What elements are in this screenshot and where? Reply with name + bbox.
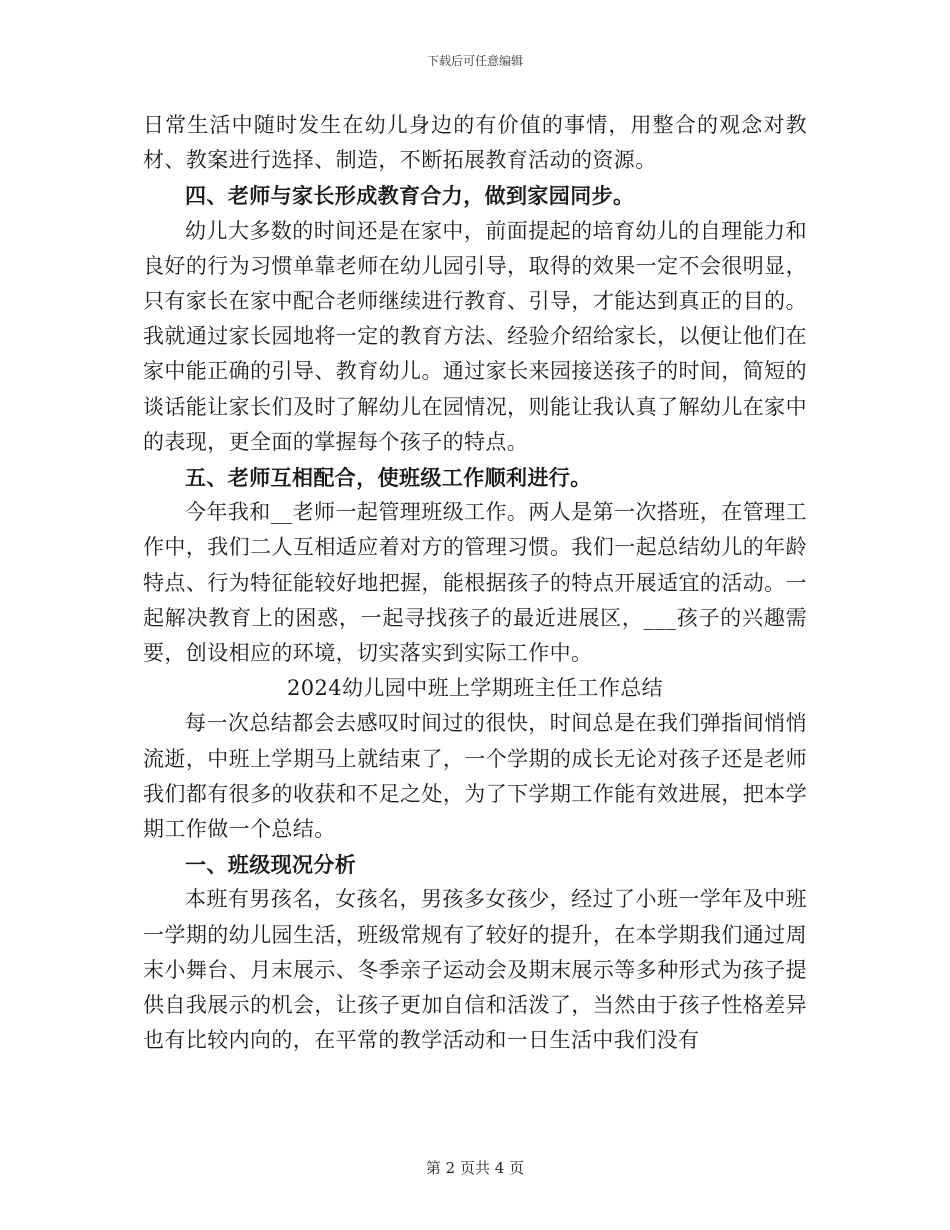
paragraph-continued: 日常生活中随时发生在幼儿身边的有价值的事情，用整合的观念对教材、教案进行选择、制造，不断拓展教育活动的资源。 [143, 113, 807, 173]
paragraph-class-analysis: 本班有男孩名，女孩名，男孩多女孩少，经过了小班一学年及中班一学期的幼儿园生活，班级常规有了较好的提升，在本学期我们通过周末小舞台、月末展示、冬季亲子运动会及期末展示等多种形式为孩子提供自我展示的机会，让孩子更加自信和活泼了，当然由于孩子性格差异也有比较内向的，在平常的教学活动和一日生活中我们没有 [143, 887, 807, 1053]
section-heading-4: 四、老师与家长形成教育合力，做到家园同步。 [185, 183, 635, 209]
section-heading-1: 一、班级现况分析 [185, 852, 357, 878]
section-heading-5: 五、老师互相配合，使班级工作顺利进行。 [185, 465, 592, 491]
document-title: 2024幼儿园中班上学期班主任工作总结 [286, 676, 664, 701]
paragraph-home-school: 幼儿大多数的时间还是在家中，前面提起的培育幼儿的自理能力和良好的行为习惯单靠老师在幼儿园引导，取得的效果一定不会很明显，只有家长在家中配合老师继续进行教育、引导，才能达到真正的目的。我就通过家长园地将一定的教育方法、经验介绍给家长，以便让他们在家中能正确的引导、教育幼儿。通过家长来园接送孩子的时间，简短的谈话能让家长们及时了解幼儿在园情况，则能让我认真了解幼儿在家中的表现，更全面的掌握每个孩子的特点。 [143, 218, 807, 454]
document-body [143, 108, 807, 1058]
paragraph-teacher-cooperation: 今年我和__老师一起管理班级工作。两人是第一次搭班，在管理工作中，我们二人互相适应着对方的管理习惯。我们一起总结幼儿的年龄特点、行为特征能较好地把握，能根据孩子的特点开展适宜的活动。一起解决教育上的困惑，一起寻找孩子的最近进展区，___孩子的兴趣需要，创设相应的环境，切实落实到实际工作中。 [143, 500, 807, 666]
page-header: 下载后可任意编辑 [426, 54, 523, 68]
paragraph-intro: 每一次总结都会去感叹时间过的很快，时间总是在我们弹指间悄悄流逝，中班上学期马上就结束了，一个学期的成长无论对孩子还是老师我们都有很多的收获和不足之处，为了下学期工作能有效进展，把本学期工作做一个总结。 [143, 711, 807, 842]
page-number: 第 2 页共 4 页 [425, 1159, 525, 1177]
